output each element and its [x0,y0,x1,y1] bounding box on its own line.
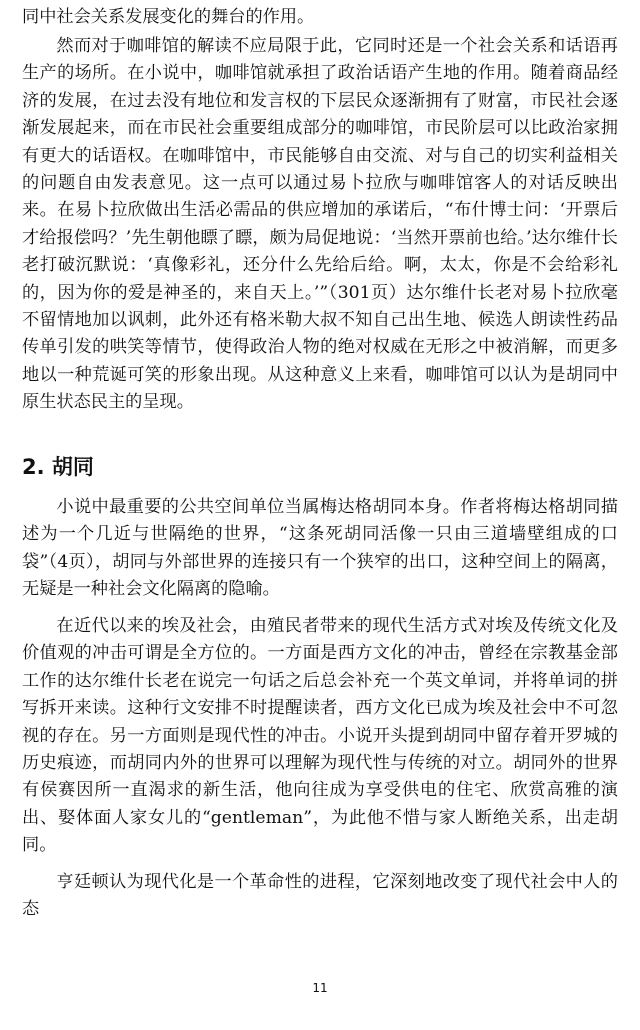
paragraph-modernity-impact: 在近代以来的埃及社会，由殖民者带来的现代生活方式对埃及传统文化及价值观的冲击可谓是全方位的。一方面是西方文化的冲击，曾经在宗教基金部工作的达尔维什长老在说完一句话之后总会补充一个英文单词，并将单词的拼写拆开来读。这种行文安排不时提醒读者，西方文化已成为埃及社会中不可忽视的存在。另一方面则是现代性的冲击。小说开头提到胡同中留存着开罗城的历史痕迹，而胡同内外的世界可以理解为现代性与传统的对立。胡同外的世界有侯赛因所一直渴求的新生活，他向往成为享受供电的住宅、欣赏高雅的演出、娶体面人家女儿的“gentleman”，为此他不惜与家人断绝关系，出走胡同。 [22,616,618,856]
page-number: 11 [312,981,328,995]
paragraph-huntington: 亨廷顿认为现代化是一个革命性的进程，它深刻地改变了现代社会中人的态 [22,872,618,920]
paragraph-continued: 同中社会关系发展变化的舞台的作用。 [22,7,315,27]
section-heading: 2. 胡同 [22,455,94,479]
paragraph-alley-intro: 小说中最重要的公共空间单位当属梅达格胡同本身。作者将梅达格胡同描述为一个几近与世隔绝的世界，“这条死胡同活像一只由三道墙壁组成的口袋”（4页），胡同与外部世界的连接只有一个狭窄的出口，这种空间上的隔离，无疑是一种社会文化隔离的隐喻。 [22,497,618,600]
paragraph-coffeehouse-discourse: 然而对于咖啡馆的解读不应局限于此，它同时还是一个社会关系和话语再生产的场所。在小说中，咖啡馆就承担了政治话语产生地的作用。随着商品经济的发展，在过去没有地位和发言权的下层民众逐渐拥有了财富，市民社会逐渐发展起来，而在市民社会重要组成部分的咖啡馆，市民阶层可以比政治家拥有更大的话语权。在咖啡馆中，市民能够自由交流、对与自己的切实利益相关的问题自由发表意见。这一点可以通过易卜拉欣与咖啡馆客人的对话反映出来。在易卜拉欣做出生活必需品的供应增加的承诺后，“布什博士问：‘开票后才给报偿吗？’先生朝他瞟了瞟，颇为局促地说：‘当然开票前也给。’达尔维什长老打破沉默说：‘真像彩礼，还分什么先给后给。啊，太太，你是不会给彩礼的，因为你的爱是神圣的，来自天上。’”（301页）达尔维什长老对易卜拉欣毫不留情地加以讽刺，此外还有格米勒大叔不知自己出生地、候选人朗读性药品传单引发的哄笑等情节，使得政治人物的绝对权威在无形之中被消解，而更多地以一种荒诞可笑的形象出现。从这种意义上来看，咖啡馆可以认为是胡同中原生状态民主的呈现。 [22,36,618,413]
